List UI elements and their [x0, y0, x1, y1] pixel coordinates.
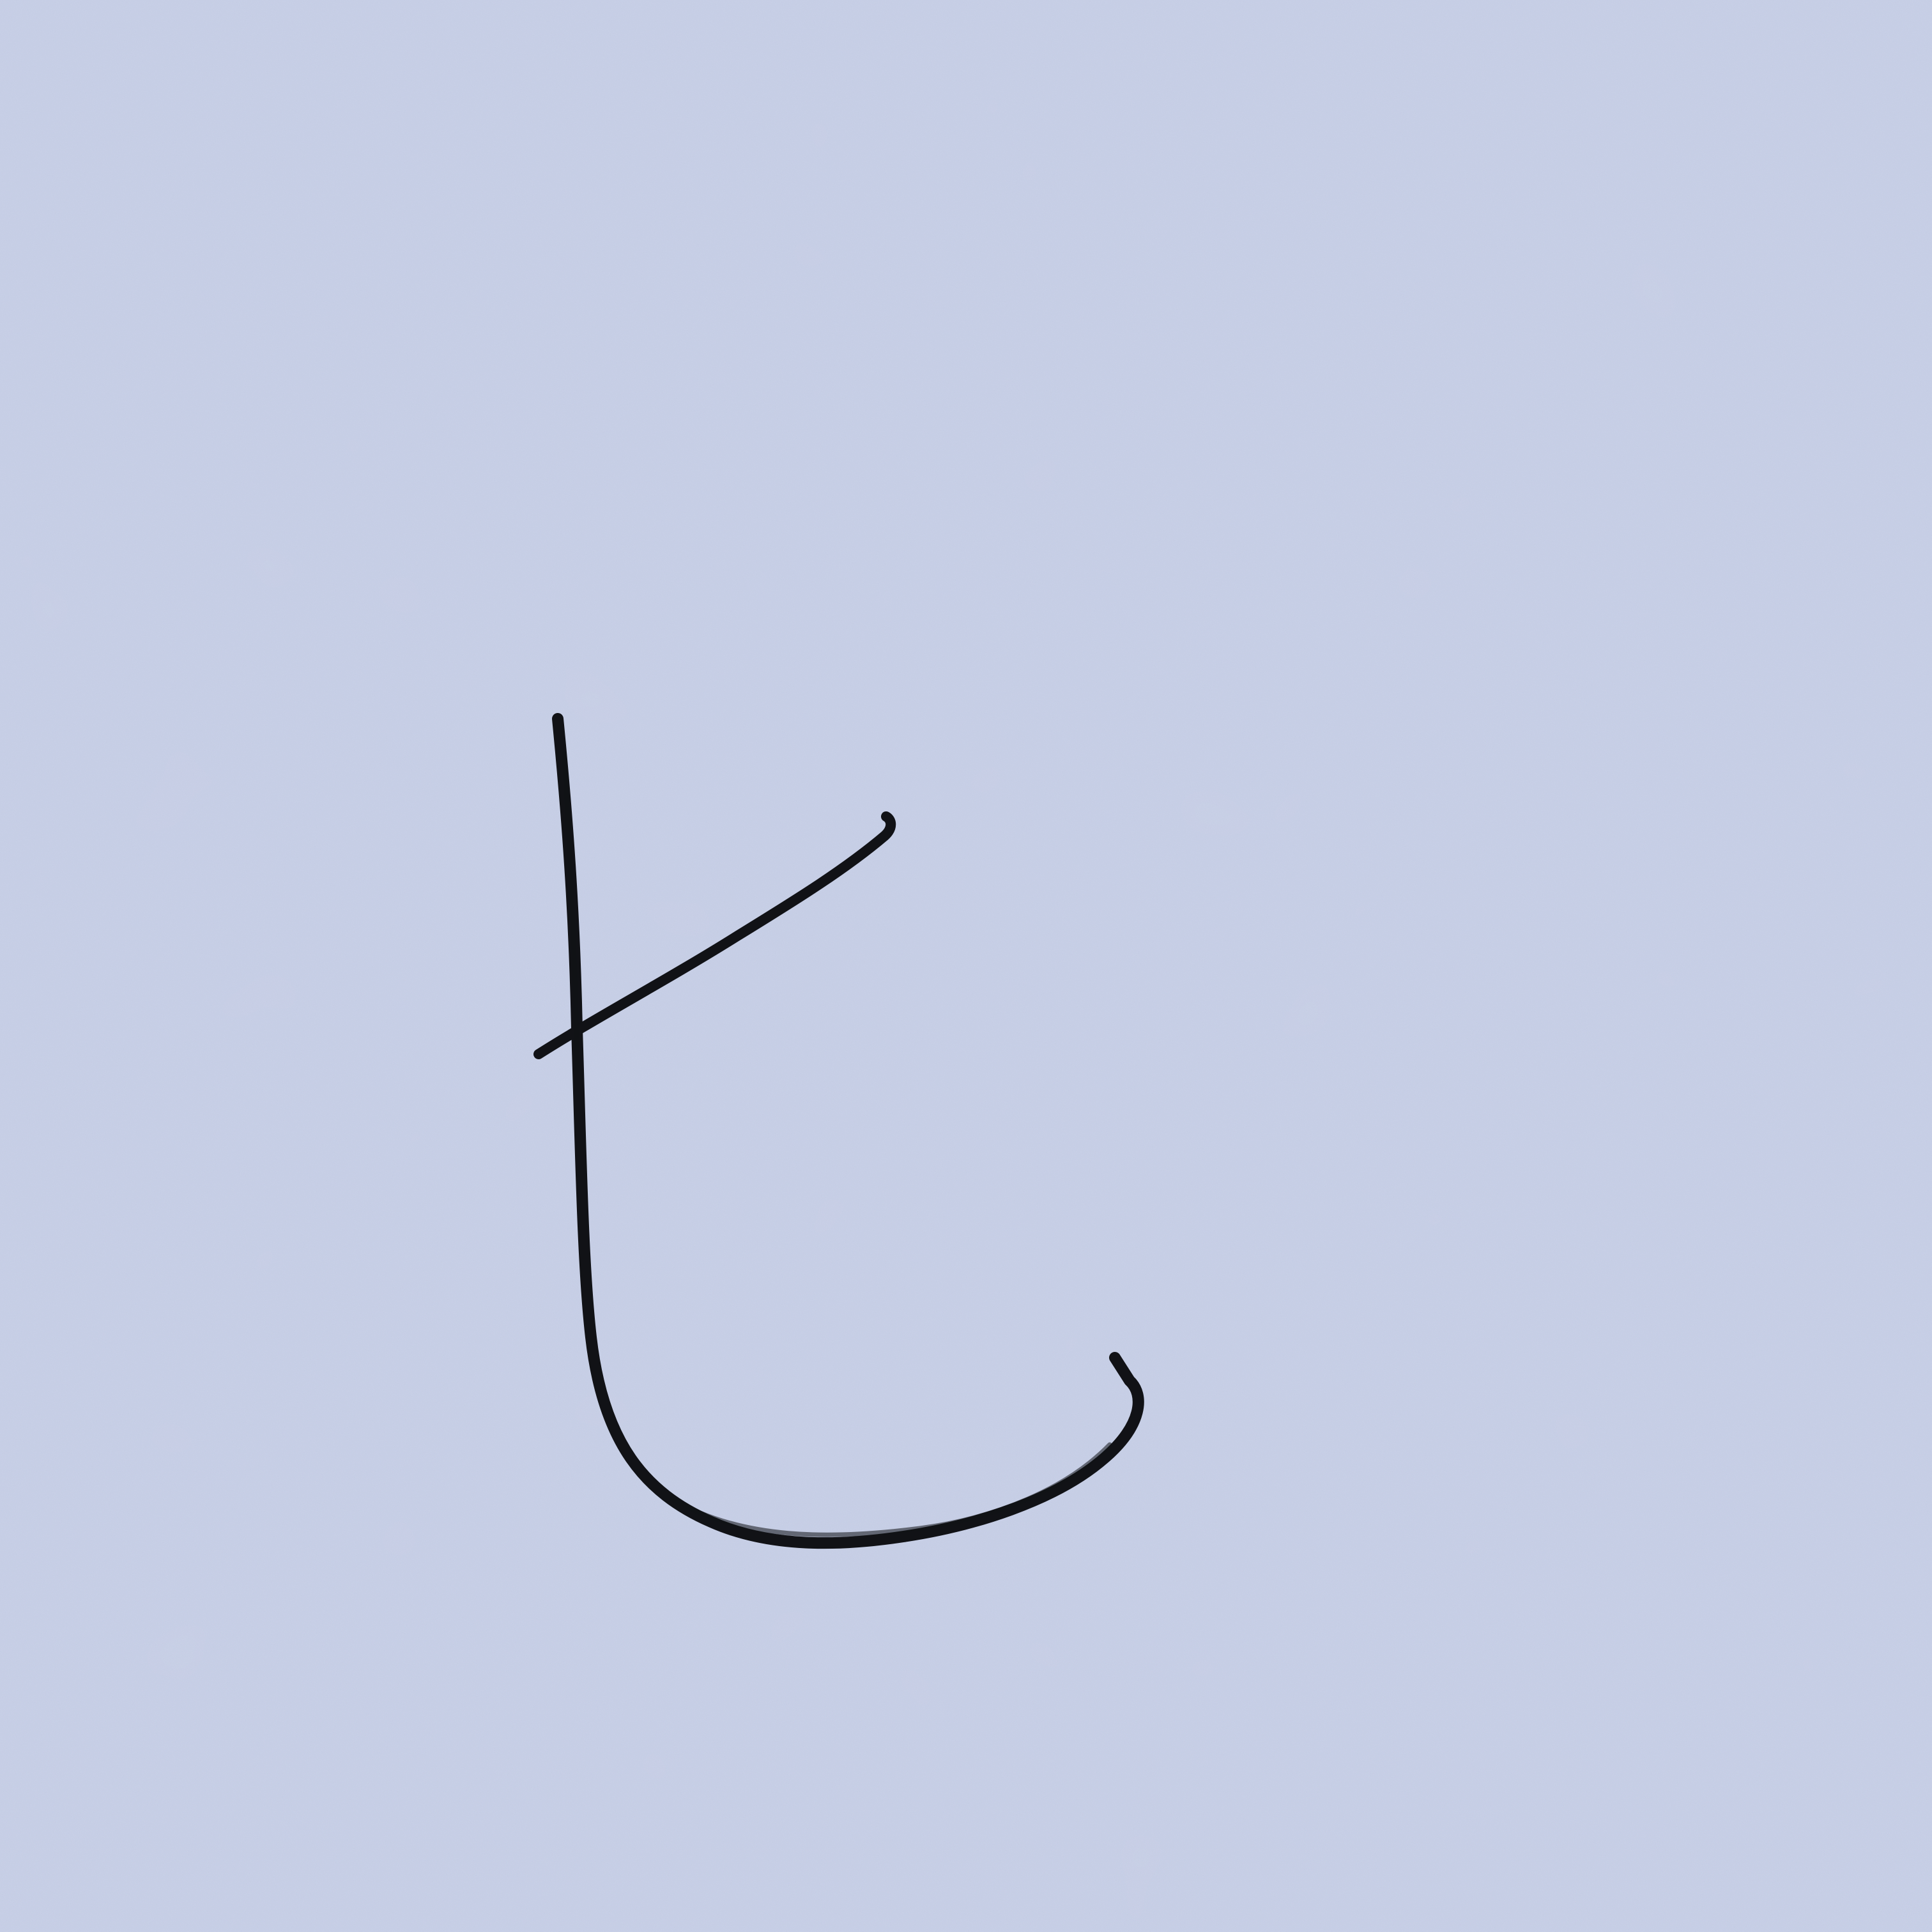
vertical-ink-stroke — [558, 719, 1138, 1543]
crossbar-ink-stroke — [539, 816, 891, 1054]
ink-strokes — [539, 719, 1138, 1543]
ink-edge-thickening — [564, 754, 1110, 1535]
